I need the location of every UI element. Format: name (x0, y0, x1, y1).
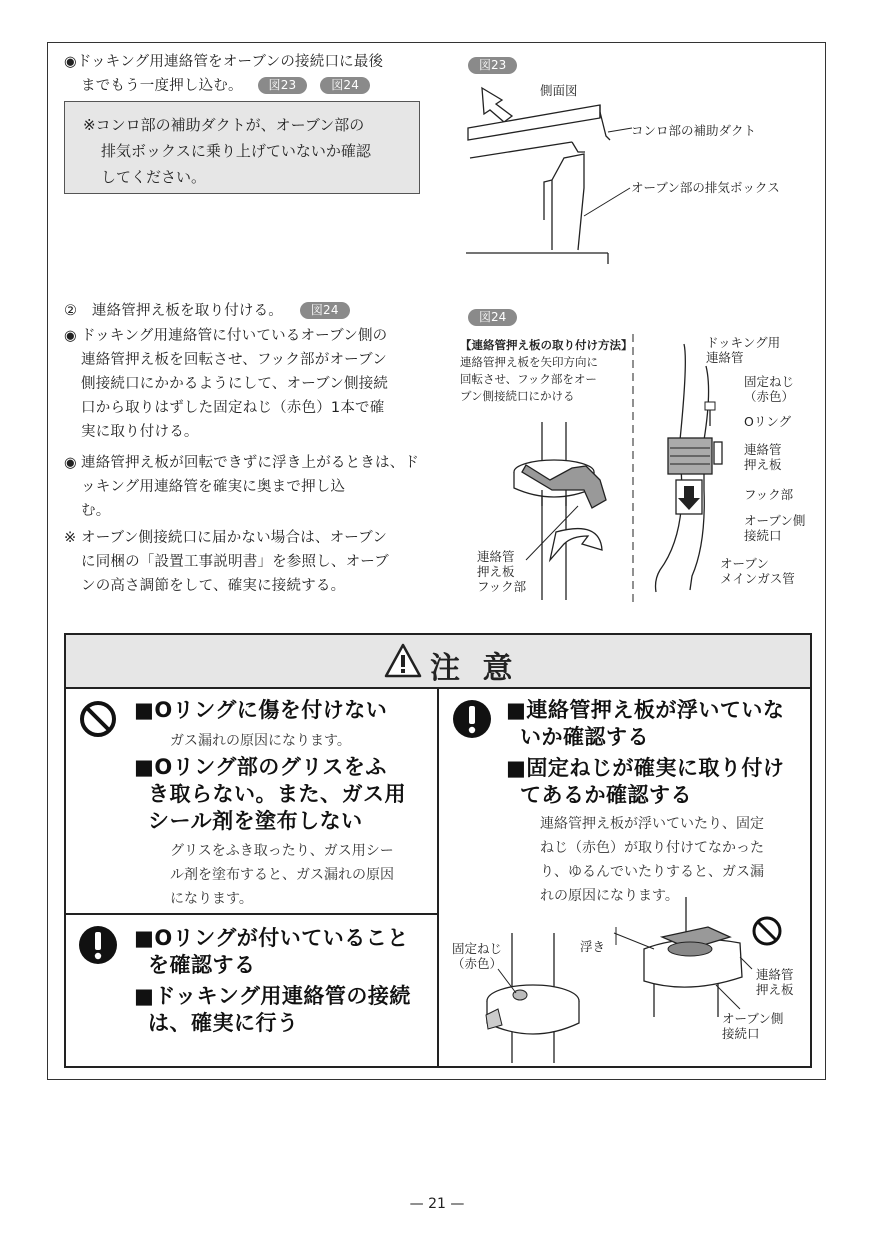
bullet-line: 口から取りはずした固定ねじ（赤色）1本で確 (81, 400, 385, 416)
caution-text (540, 812, 764, 908)
label-line: （赤色） (744, 389, 795, 404)
bullet-mark: ◉ (64, 455, 77, 471)
plate-label (744, 442, 782, 472)
text-line: グリスをふき取ったり、ガス用シー (170, 843, 394, 859)
caution-title: 注 意 (430, 651, 519, 686)
plate-label (756, 967, 794, 997)
heading-line: ■ドッキング用連絡管の接続 (134, 984, 411, 1008)
text-line: になります。 (170, 891, 253, 907)
method-title: 【連絡管押え板の取り付け方法】 (460, 338, 633, 352)
label-line: 連絡管 (756, 967, 794, 982)
label-line: 固定ねじ (452, 941, 503, 956)
main-gas-label (720, 556, 795, 586)
fig23-badge: 図23 (468, 57, 517, 74)
method-line: ブン側接続口にかける (460, 389, 575, 403)
label-line: 押え板 (744, 457, 782, 472)
heading-line: シール剤を塗布しない (148, 809, 363, 833)
label-line: オーブン側 (722, 1011, 784, 1026)
aux-duct (600, 112, 610, 140)
bullet-item (64, 526, 424, 598)
label-line: 押え板 (756, 982, 794, 997)
fig23-illustration (460, 70, 820, 270)
heading-line: ■Oリングが付いていること (134, 926, 409, 950)
float-label: 浮き (580, 939, 606, 954)
label-line: 接続口 (744, 528, 782, 543)
note-line: してください。 (101, 168, 207, 186)
fig24-badge: 図24 (468, 309, 517, 326)
label-line: ドッキング用 (706, 335, 781, 350)
sec1-line2: までもう一度押し込む。 (81, 78, 243, 94)
bullet-line: 連絡管押え板が回転できずに浮き上がるときは、ドッキング用連絡管を確実に奥まで押し込 (81, 455, 420, 495)
caution-heading: ■Oリングに傷を付けない (134, 698, 388, 722)
rotate-arrow-icon (550, 529, 602, 560)
label-line: 押え板 (477, 564, 515, 579)
label-line: 連絡管 (477, 549, 515, 564)
bullet-line: 実に取り付ける。 (81, 424, 199, 440)
screw-label (452, 941, 502, 971)
caution-text: ガス漏れの原因になります。 (170, 733, 351, 749)
method-line: 連絡管押え板を矢印方向に (460, 355, 598, 369)
label-line: オーブン側 (744, 513, 806, 528)
heading-line: ■Oリング部のグリスをふ (134, 755, 387, 779)
warning-triangle-icon (384, 643, 422, 679)
heading-line: いか確認する (520, 725, 649, 749)
bullet-line: に同梱の「設置工事説明書」を参照し、オーブ (81, 554, 389, 570)
heading-line: は、確実に行う (148, 1011, 299, 1035)
caution-header (66, 635, 810, 689)
fig-ref-badge: 図24 (300, 302, 350, 319)
sec1-text (64, 50, 434, 98)
side-view-label: 側面図 (540, 83, 578, 98)
prohibited-icon (78, 699, 118, 739)
bullet-line: ドッキング用連絡管に付いているオーブン側の (81, 328, 388, 344)
text-line: れの原因になります。 (540, 888, 679, 904)
caution-heading (134, 754, 434, 835)
bullet-line: ンの高さ調節をして、確実に接続する。 (81, 578, 346, 594)
sec1-line1: ドッキング用連絡管をオーブンの接続口に最後 (76, 54, 384, 70)
caution-heading (506, 697, 806, 751)
label-line: 固定ねじ (744, 374, 795, 389)
label-line: 連絡管 (706, 350, 744, 365)
screw-label (744, 374, 794, 404)
bullet-item (64, 451, 424, 523)
oven-port-label (744, 513, 805, 543)
text-line: ル剤を塗布すると、ガス漏れの原因 (170, 867, 394, 883)
mandatory-icon (78, 925, 118, 965)
bullet-line: 連絡管押え板を回転させ、フック部がオーブン (81, 352, 387, 368)
heading-line: ■固定ねじが確実に取り付け (506, 756, 785, 780)
bullet-line: む。 (81, 503, 111, 519)
plate-hook-label (477, 549, 526, 594)
label-line: オーブン (720, 556, 769, 571)
oring-label: Oリング (744, 414, 792, 429)
mandatory-icon (452, 699, 492, 739)
caution-heading (134, 983, 434, 1037)
label-line: （赤色） (452, 956, 503, 971)
note-line: ※コンロ部の補助ダクトが、オーブン部の (83, 116, 365, 134)
bullet-mark: ※ (64, 530, 77, 546)
bullet-line: オーブン側接続口に届かない場合は、オーブン (81, 530, 388, 546)
bullet-mark: ◉ (64, 54, 77, 70)
heading-line: てあるか確認する (520, 783, 692, 807)
caution-text (170, 839, 394, 911)
note-line: 排気ボックスに乗り上げていないか確認 (101, 142, 371, 160)
label-line: メインガス管 (720, 571, 795, 586)
divider (437, 687, 439, 1066)
bullet-line: 側接続口にかかるようにして、オーブン側接続 (81, 376, 389, 392)
text-line: り、ゆるんでいたりすると、ガス漏 (540, 864, 764, 880)
heading-line: き取らない。また、ガス用 (148, 782, 406, 806)
bullet-mark: ◉ (64, 328, 77, 344)
hook-label: フック部 (744, 487, 794, 502)
page-number: — 21 — (409, 1196, 465, 1212)
divider (66, 913, 437, 915)
duct-label: コンロ部の補助ダクト (631, 123, 757, 138)
step-heading: ② 連絡管押え板を取り付ける。 (64, 303, 283, 319)
arrow-icon (482, 88, 512, 122)
heading-line: ■連絡管押え板が浮いていな (506, 698, 785, 722)
oven-port-label (722, 1011, 783, 1041)
docking-pipe-label (706, 335, 780, 365)
heading-line: を確認する (148, 953, 256, 977)
caution-heading (506, 755, 806, 809)
label-line: 接続口 (722, 1026, 760, 1041)
text-line: ねじ（赤色）が取り付けてなかった (540, 840, 764, 856)
label-line: フック部 (477, 579, 527, 594)
exhaust-box (552, 154, 584, 250)
fig-ref-badge: 図23 (258, 77, 308, 94)
label-line: 連絡管 (744, 442, 782, 457)
caution-box (64, 633, 812, 1068)
method-line: 回転させ、フック部をオー (460, 372, 597, 386)
sec2-heading (64, 299, 350, 323)
exhaust-label: オーブン部の排気ボックス (631, 180, 780, 195)
bullet-item (64, 324, 424, 444)
note-box (64, 101, 420, 194)
caution-heading (134, 925, 434, 979)
text-line: 連絡管押え板が浮いていたり、固定 (540, 816, 764, 832)
fig-ref-badge: 図24 (320, 77, 370, 94)
